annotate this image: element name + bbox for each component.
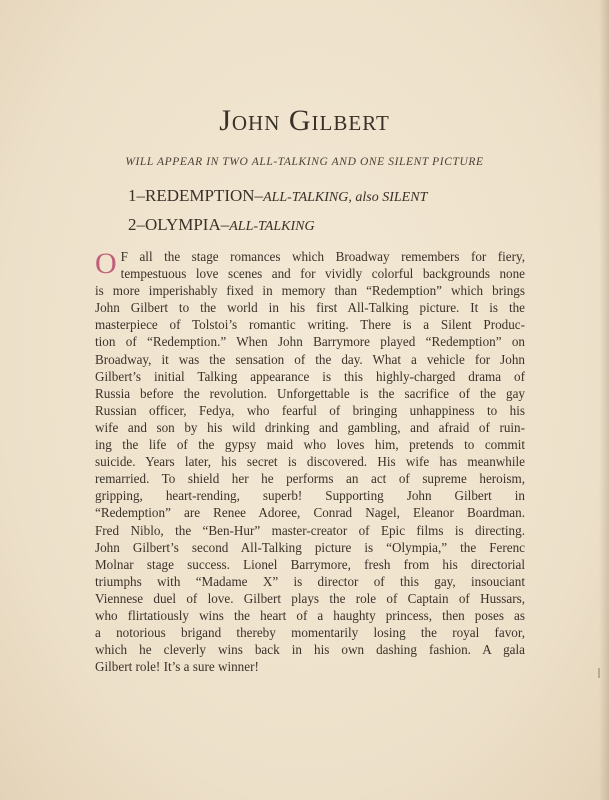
body-line: ing the life of the gypsy maid who loves him, pretends to commit [95, 437, 525, 453]
body-line: “Redemption” are Renee Adoree, Conrad Nagel, Eleanor Boardman. [95, 505, 525, 521]
body-line: suicide. Years later, his secret is discovered. His wife has meanwhile [95, 454, 525, 470]
program-item-1 [128, 186, 427, 206]
article-body [95, 248, 525, 675]
page-subtitle: WILL APPEAR IN TWO ALL-TALKING AND ONE SILENT PICTURE [125, 156, 484, 168]
body-line: John Gilbert’s second All-Talking picture is “Olympia,” the Ferenc [95, 539, 525, 555]
page-margin-mark [598, 668, 600, 678]
program-2-detail: ALL-TALKING [229, 219, 315, 234]
program-1-also: also [351, 190, 383, 205]
body-line: is more imperishably fixed in memory than “Redemption” which brings [95, 283, 525, 299]
body-line: F all the stage romances which Broadway remembers for fiery, [120, 249, 525, 264]
body-line: Fred Niblo, the “Ben-Hur” master-creator of Epic films is directing. [95, 522, 525, 538]
body-line: tion of “Redemption.” When John Barrymore played “Redemption” on [95, 334, 525, 350]
body-line: masterpiece of Tolstoi’s romantic writing. There is a Silent Produc- [95, 317, 525, 333]
body-line: triumphs with “Madame X” is director of this gay, insouciant [95, 573, 525, 589]
program-2-title: 2–OLYMPIA– [128, 215, 230, 234]
program-item-2 [128, 215, 315, 235]
program-1-title: 1–REDEMPTION– [128, 186, 264, 205]
body-line: Russia before the revolution. Unforgettable is the sacrifice of the gay [95, 385, 525, 401]
body-line: Russian officer, Fedya, who fearful of bringing unhappiness to his [95, 402, 525, 418]
body-line: Molnar stage success. Lionel Barrymore, fresh from his directorial [95, 556, 525, 572]
body-line: a notorious brigand thereby momentarily losing the royal favor, [95, 625, 525, 641]
body-line: Gilbert role! It’s a sure winner! [95, 659, 259, 675]
page-title: John Gilbert [219, 104, 390, 137]
program-1-silent: SILENT [382, 190, 428, 205]
body-line: tempestuous love scenes and for vividly colorful backgrounds none [120, 266, 525, 282]
body-line: Gilbert’s initial Talking appearance is this highly-charged drama of [95, 368, 525, 384]
drop-cap: O [95, 247, 117, 280]
body-line: remarried. To shield her he performs an act of supreme heroism, [95, 471, 525, 487]
body-line: who flirtatiously wins the heart of a haughty princess, then poses as [95, 607, 525, 623]
body-line: Viennese duel of love. Gilbert plays the role of Captain of Hussars, [95, 590, 525, 606]
body-line: which he cleverly wins back in his own dashing fashion. A gala [95, 642, 525, 658]
program-1-detail: ALL-TALKING, [263, 190, 352, 205]
body-line: John Gilbert to the world in his first All-Talking picture. It is the [95, 300, 525, 316]
body-line: wife and son by his wild drinking and gambling, and afraid of ruin- [95, 419, 525, 435]
body-line: Broadway, it was the sensation of the day. What a vehicle for John [95, 351, 525, 367]
body-line: gripping, heart-rending, superb! Supporting John Gilbert in [95, 488, 525, 504]
